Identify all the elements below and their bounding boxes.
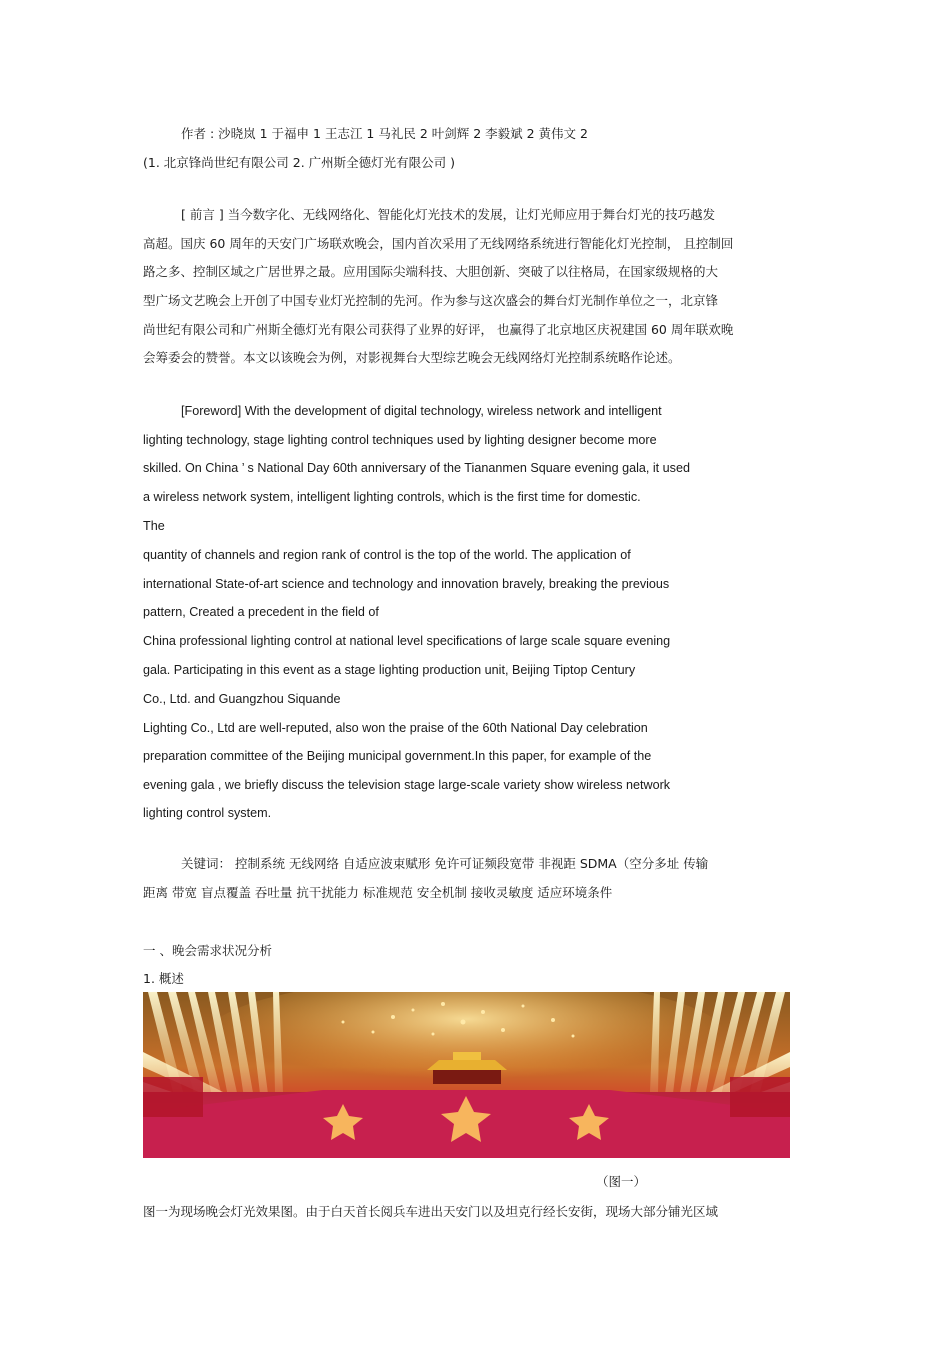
foreword-cn-line: 会筹委会的赞誉。本文以该晚会为例，对影视舞台大型综艺晚会无线网络灯光控制系统略作论述。 (143, 350, 681, 365)
keywords-line: 距离 带宽 盲点覆盖 吞吐量 抗干扰能力 标准规范 安全机制 接收灵敏度 适应环境条件 (143, 885, 613, 900)
foreword-en-line: gala. Participating in this event as a stage lighting production unit, Beijing Tiptop Century (143, 663, 636, 677)
foreword-en-line: preparation committee of the Beijing municipal government.In this paper, for example of the (143, 749, 652, 763)
foreword-en-line: international State-of-art science and technology and innovation bravely, breaking the previous (143, 577, 670, 591)
foreword-en-line: The (143, 519, 165, 533)
foreword-cn-line: [ 前言 ] 当今数字化、无线网络化、智能化灯光技术的发展，让灯光师应用于舞台灯光的技巧越发 (181, 207, 716, 222)
body-paragraph-line: 图一为现场晚会灯光效果图。由于白天首长阅兵车进出天安门以及坦克行经长安街，现场大部分铺光区域 (143, 1204, 719, 1219)
foreword-en-line: a wireless network system, intelligent lighting controls, which is the first time for domestic. (143, 490, 641, 504)
foreword-cn-line: 路之多、控制区域之广居世界之最。应用国际尖端科技、大胆创新、突破了以往格局，在国家级规格的大 (143, 264, 719, 279)
foreword-en-line: pattern, Created a precedent in the field of (143, 605, 379, 619)
foreword-en-line: evening gala , we briefly discuss the television stage large-scale variety show wireless network (143, 778, 671, 792)
stage-lighting-photo (143, 992, 790, 1158)
subsection-heading: 1. 概述 (143, 971, 184, 986)
authors-line: 作者 : 沙晓岚 1 于福申 1 王志江 1 马礼民 2 叶剑辉 2 李毅斌 2 黄伟文 2 (181, 126, 588, 141)
foreword-en-line: quantity of channels and region rank of control is the top of the world. The application of (143, 548, 631, 562)
figure-caption: （图一） (596, 1174, 647, 1189)
foreword-en-line: [Foreword] With the development of digital technology, wireless network and intelligent (181, 404, 662, 418)
foreword-en-line: Co., Ltd. and Guangzhou Siquande (143, 692, 341, 706)
section-heading: 一 、晚会需求状况分析 (143, 943, 272, 958)
foreword-en-line: lighting technology, stage lighting control techniques used by lighting designer become more (143, 433, 657, 447)
foreword-cn-line: 尚世纪有限公司和广州斯全德灯光有限公司获得了业界的好评， 也赢得了北京地区庆祝建国 60 周年联欢晚 (143, 322, 734, 337)
foreword-en-line: China professional lighting control at national level specifications of large scale square evening (143, 634, 671, 648)
foreword-en-line: lighting control system. (143, 806, 272, 820)
keywords-line: 关键词： 控制系统 无线网络 自适应波束赋形 免许可证频段宽带 非视距 SDMA（空分多址 传输 (181, 856, 709, 871)
foreword-en-line: Lighting Co., Ltd are well-reputed, also won the praise of the 60th National Day celebration (143, 721, 648, 735)
foreword-en-line: skilled. On China ’ s National Day 60th anniversary of the Tiananmen Square evening gala, it used (143, 461, 690, 475)
foreword-cn-line: 高超。国庆 60 周年的天安门广场联欢晚会，国内首次采用了无线网络系统进行智能化灯光控制， 且控制回 (143, 236, 734, 251)
foreword-cn-line: 型广场文艺晚会上开创了中国专业灯光控制的先河。作为参与这次盛会的舞台灯光制作单位之一，北京锋 (143, 293, 719, 308)
affiliations-line: (1. 北京锋尚世纪有限公司 2. 广州斯全德灯光有限公司 ) (143, 155, 456, 170)
